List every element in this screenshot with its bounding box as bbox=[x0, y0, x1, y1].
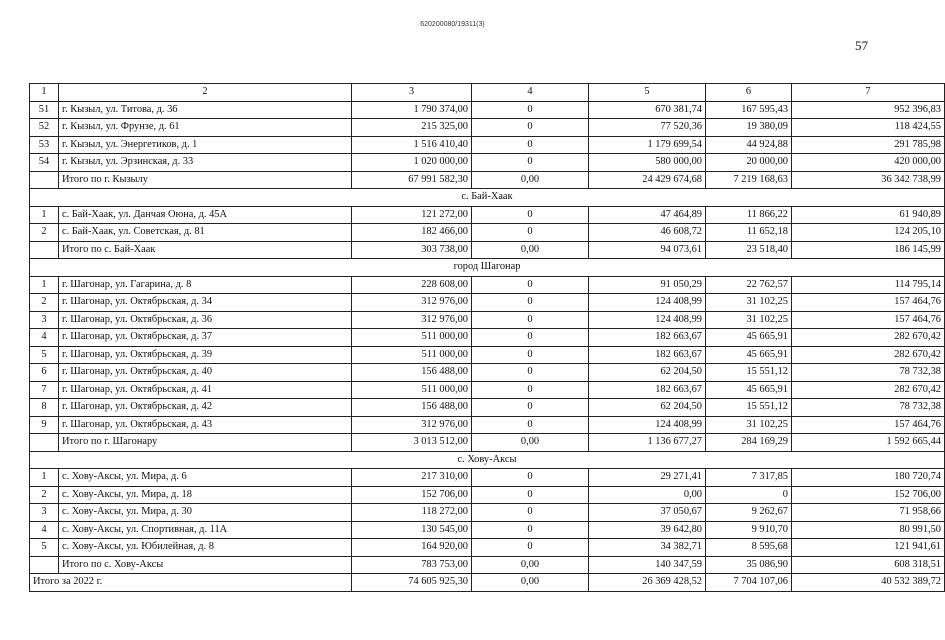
table-row bbox=[30, 276, 945, 294]
value-cell-7: 78 732,38 bbox=[792, 364, 945, 382]
row-number: 5 bbox=[30, 539, 59, 557]
address-cell: г. Шагонар, ул. Октябрьская, д. 37 bbox=[59, 329, 352, 347]
row-number: 4 bbox=[30, 329, 59, 347]
header-cell: 5 bbox=[589, 84, 706, 102]
section-title: с. Бай-Хаак bbox=[30, 189, 945, 207]
table-row bbox=[30, 364, 945, 382]
table-row bbox=[30, 119, 945, 137]
value-cell-6: 20 000,00 bbox=[706, 154, 792, 172]
value-cell-4: 0 bbox=[472, 381, 589, 399]
value-cell-4: 0 bbox=[472, 364, 589, 382]
address-cell: с. Хову-Аксы, ул. Мира, д. 30 bbox=[59, 504, 352, 522]
table-row bbox=[30, 416, 945, 434]
value-cell-3: 303 738,00 bbox=[352, 241, 472, 259]
value-cell-3: 1 020 000,00 bbox=[352, 154, 472, 172]
grand-total-label: Итого за 2022 г. bbox=[30, 574, 352, 592]
value-cell-3: 228 608,00 bbox=[352, 276, 472, 294]
value-cell-3: 217 310,00 bbox=[352, 469, 472, 487]
row-number: 6 bbox=[30, 364, 59, 382]
row-number: 3 bbox=[30, 311, 59, 329]
value-cell-6: 7 704 107,06 bbox=[706, 574, 792, 592]
value-cell-7: 114 795,14 bbox=[792, 276, 945, 294]
row-number bbox=[30, 556, 59, 574]
value-cell-3: 130 545,00 bbox=[352, 521, 472, 539]
row-number: 8 bbox=[30, 399, 59, 417]
value-cell-3: 1 516 410,40 bbox=[352, 136, 472, 154]
table-row bbox=[30, 539, 945, 557]
value-cell-3: 74 605 925,30 bbox=[352, 574, 472, 592]
value-cell-7: 420 000,00 bbox=[792, 154, 945, 172]
value-cell-4: 0 bbox=[472, 521, 589, 539]
value-cell-6: 11 652,18 bbox=[706, 224, 792, 242]
row-number: 1 bbox=[30, 276, 59, 294]
value-cell-4: 0,00 bbox=[472, 574, 589, 592]
table-row bbox=[30, 311, 945, 329]
value-cell-4: 0 bbox=[472, 311, 589, 329]
value-cell-7: 1 592 665,44 bbox=[792, 434, 945, 452]
header-cell: 2 bbox=[59, 84, 352, 102]
value-cell-5: 37 050,67 bbox=[589, 504, 706, 522]
value-cell-7: 78 732,38 bbox=[792, 399, 945, 417]
value-cell-6: 44 924,88 bbox=[706, 136, 792, 154]
row-number: 2 bbox=[30, 486, 59, 504]
table-row bbox=[30, 469, 945, 487]
value-cell-3: 312 976,00 bbox=[352, 311, 472, 329]
value-cell-6: 31 102,25 bbox=[706, 311, 792, 329]
value-cell-4: 0,00 bbox=[472, 241, 589, 259]
address-cell: г. Шагонар, ул. Октябрьская, д. 36 bbox=[59, 311, 352, 329]
value-cell-6: 0 bbox=[706, 486, 792, 504]
value-cell-6: 19 380,09 bbox=[706, 119, 792, 137]
value-cell-5: 47 464,89 bbox=[589, 206, 706, 224]
value-cell-4: 0,00 bbox=[472, 171, 589, 189]
value-cell-3: 215 325,00 bbox=[352, 119, 472, 137]
value-cell-5: 182 663,67 bbox=[589, 329, 706, 347]
value-cell-7: 282 670,42 bbox=[792, 329, 945, 347]
value-cell-3: 152 706,00 bbox=[352, 486, 472, 504]
address-cell: г. Шагонар, ул. Октябрьская, д. 34 bbox=[59, 294, 352, 312]
table-row bbox=[30, 556, 945, 574]
document-id: 620200080/19311(3) bbox=[420, 21, 485, 28]
value-cell-5: 34 382,71 bbox=[589, 539, 706, 557]
table-row bbox=[30, 101, 945, 119]
value-cell-7: 180 720,74 bbox=[792, 469, 945, 487]
value-cell-5: 62 204,50 bbox=[589, 364, 706, 382]
value-cell-5: 24 429 674,68 bbox=[589, 171, 706, 189]
value-cell-5: 1 179 699,54 bbox=[589, 136, 706, 154]
value-cell-7: 157 464,76 bbox=[792, 416, 945, 434]
value-cell-4: 0,00 bbox=[472, 434, 589, 452]
value-cell-7: 608 318,51 bbox=[792, 556, 945, 574]
value-cell-3: 156 488,00 bbox=[352, 364, 472, 382]
value-cell-6: 31 102,25 bbox=[706, 294, 792, 312]
value-cell-7: 124 205,10 bbox=[792, 224, 945, 242]
section-row bbox=[30, 451, 945, 469]
page-number: 57 bbox=[855, 38, 868, 53]
table-row bbox=[30, 224, 945, 242]
value-cell-6: 15 551,12 bbox=[706, 364, 792, 382]
address-cell: г. Кызыл, ул. Эрзинская, д. 33 bbox=[59, 154, 352, 172]
value-cell-5: 140 347,59 bbox=[589, 556, 706, 574]
value-cell-3: 511 000,00 bbox=[352, 381, 472, 399]
address-cell: с. Хову-Аксы, ул. Юбилейная, д. 8 bbox=[59, 539, 352, 557]
value-cell-6: 7 317,85 bbox=[706, 469, 792, 487]
value-cell-3: 121 272,00 bbox=[352, 206, 472, 224]
value-cell-7: 40 532 389,72 bbox=[792, 574, 945, 592]
row-number: 1 bbox=[30, 469, 59, 487]
value-cell-3: 783 753,00 bbox=[352, 556, 472, 574]
table-row bbox=[30, 136, 945, 154]
value-cell-7: 157 464,76 bbox=[792, 294, 945, 312]
table-row bbox=[30, 434, 945, 452]
value-cell-5: 1 136 677,27 bbox=[589, 434, 706, 452]
row-number: 4 bbox=[30, 521, 59, 539]
value-cell-4: 0 bbox=[472, 504, 589, 522]
value-cell-4: 0 bbox=[472, 346, 589, 364]
data-table bbox=[29, 83, 945, 592]
value-cell-4: 0 bbox=[472, 119, 589, 137]
address-cell: Итого по с. Бай-Хаак bbox=[59, 241, 352, 259]
table-row bbox=[30, 241, 945, 259]
value-cell-5: 29 271,41 bbox=[589, 469, 706, 487]
row-number: 3 bbox=[30, 504, 59, 522]
value-cell-5: 26 369 428,52 bbox=[589, 574, 706, 592]
table-row bbox=[30, 294, 945, 312]
section-row bbox=[30, 189, 945, 207]
section-title: с. Хову-Аксы bbox=[30, 451, 945, 469]
value-cell-6: 11 866,22 bbox=[706, 206, 792, 224]
value-cell-4: 0,00 bbox=[472, 556, 589, 574]
value-cell-5: 182 663,67 bbox=[589, 381, 706, 399]
value-cell-7: 121 941,61 bbox=[792, 539, 945, 557]
value-cell-4: 0 bbox=[472, 469, 589, 487]
row-number: 5 bbox=[30, 346, 59, 364]
value-cell-3: 511 000,00 bbox=[352, 329, 472, 347]
value-cell-3: 164 920,00 bbox=[352, 539, 472, 557]
value-cell-7: 80 991,50 bbox=[792, 521, 945, 539]
address-cell: с. Хову-Аксы, ул. Мира, д. 6 bbox=[59, 469, 352, 487]
address-cell: с. Бай-Хаак, ул. Советская, д. 81 bbox=[59, 224, 352, 242]
value-cell-5: 124 408,99 bbox=[589, 294, 706, 312]
row-number bbox=[30, 171, 59, 189]
value-cell-6: 167 595,43 bbox=[706, 101, 792, 119]
value-cell-3: 118 272,00 bbox=[352, 504, 472, 522]
row-number bbox=[30, 434, 59, 452]
value-cell-5: 91 050,29 bbox=[589, 276, 706, 294]
value-cell-6: 45 665,91 bbox=[706, 381, 792, 399]
row-number: 2 bbox=[30, 294, 59, 312]
value-cell-6: 35 086,90 bbox=[706, 556, 792, 574]
table-row bbox=[30, 346, 945, 364]
value-cell-5: 124 408,99 bbox=[589, 311, 706, 329]
row-number: 2 bbox=[30, 224, 59, 242]
value-cell-4: 0 bbox=[472, 329, 589, 347]
value-cell-4: 0 bbox=[472, 136, 589, 154]
row-number: 51 bbox=[30, 101, 59, 119]
address-cell: г. Кызыл, ул. Титова, д. 36 bbox=[59, 101, 352, 119]
value-cell-7: 157 464,76 bbox=[792, 311, 945, 329]
row-number: 52 bbox=[30, 119, 59, 137]
value-cell-7: 952 396,83 bbox=[792, 101, 945, 119]
value-cell-7: 61 940,89 bbox=[792, 206, 945, 224]
value-cell-7: 186 145,99 bbox=[792, 241, 945, 259]
table-row bbox=[30, 154, 945, 172]
address-cell: с. Хову-Аксы, ул. Спортивная, д. 11А bbox=[59, 521, 352, 539]
value-cell-6: 23 518,40 bbox=[706, 241, 792, 259]
value-cell-6: 8 595,68 bbox=[706, 539, 792, 557]
address-cell: Итого по г. Кызылу bbox=[59, 171, 352, 189]
row-number: 9 bbox=[30, 416, 59, 434]
value-cell-4: 0 bbox=[472, 206, 589, 224]
header-cell: 4 bbox=[472, 84, 589, 102]
value-cell-4: 0 bbox=[472, 224, 589, 242]
value-cell-7: 291 785,98 bbox=[792, 136, 945, 154]
row-number bbox=[30, 241, 59, 259]
value-cell-6: 9 262,67 bbox=[706, 504, 792, 522]
value-cell-5: 182 663,67 bbox=[589, 346, 706, 364]
value-cell-3: 67 991 582,30 bbox=[352, 171, 472, 189]
address-cell: с. Бай-Хаак, ул. Данчая Оюна, д. 45А bbox=[59, 206, 352, 224]
value-cell-7: 152 706,00 bbox=[792, 486, 945, 504]
value-cell-4: 0 bbox=[472, 399, 589, 417]
address-cell: Итого по с. Хову-Аксы bbox=[59, 556, 352, 574]
value-cell-7: 118 424,55 bbox=[792, 119, 945, 137]
table-row bbox=[30, 486, 945, 504]
section-title: город Шагонар bbox=[30, 259, 945, 277]
value-cell-4: 0 bbox=[472, 486, 589, 504]
table-row bbox=[30, 504, 945, 522]
value-cell-6: 45 665,91 bbox=[706, 346, 792, 364]
value-cell-3: 3 013 512,00 bbox=[352, 434, 472, 452]
value-cell-7: 282 670,42 bbox=[792, 346, 945, 364]
value-cell-6: 45 665,91 bbox=[706, 329, 792, 347]
value-cell-3: 312 976,00 bbox=[352, 416, 472, 434]
value-cell-4: 0 bbox=[472, 101, 589, 119]
address-cell: с. Хову-Аксы, ул. Мира, д. 18 bbox=[59, 486, 352, 504]
value-cell-6: 22 762,57 bbox=[706, 276, 792, 294]
value-cell-7: 71 958,66 bbox=[792, 504, 945, 522]
value-cell-5: 670 381,74 bbox=[589, 101, 706, 119]
address-cell: г. Кызыл, ул. Фрунзе, д. 61 bbox=[59, 119, 352, 137]
header-row bbox=[30, 84, 945, 102]
value-cell-3: 1 790 374,00 bbox=[352, 101, 472, 119]
value-cell-6: 15 551,12 bbox=[706, 399, 792, 417]
value-cell-7: 282 670,42 bbox=[792, 381, 945, 399]
table-row bbox=[30, 171, 945, 189]
value-cell-3: 511 000,00 bbox=[352, 346, 472, 364]
value-cell-4: 0 bbox=[472, 539, 589, 557]
address-cell: г. Шагонар, ул. Октябрьская, д. 40 bbox=[59, 364, 352, 382]
address-cell: г. Шагонар, ул. Октябрьская, д. 41 bbox=[59, 381, 352, 399]
value-cell-5: 39 642,80 bbox=[589, 521, 706, 539]
row-number: 1 bbox=[30, 206, 59, 224]
address-cell: г. Шагонар, ул. Октябрьская, д. 39 bbox=[59, 346, 352, 364]
value-cell-5: 77 520,36 bbox=[589, 119, 706, 137]
value-cell-4: 0 bbox=[472, 294, 589, 312]
value-cell-4: 0 bbox=[472, 154, 589, 172]
value-cell-6: 7 219 168,63 bbox=[706, 171, 792, 189]
address-cell: г. Шагонар, ул. Октябрьская, д. 42 bbox=[59, 399, 352, 417]
value-cell-7: 36 342 738,99 bbox=[792, 171, 945, 189]
header-cell: 3 bbox=[352, 84, 472, 102]
value-cell-5: 0,00 bbox=[589, 486, 706, 504]
value-cell-4: 0 bbox=[472, 416, 589, 434]
value-cell-5: 580 000,00 bbox=[589, 154, 706, 172]
row-number: 53 bbox=[30, 136, 59, 154]
table-row bbox=[30, 399, 945, 417]
address-cell: г. Шагонар, ул. Октябрьская, д. 43 bbox=[59, 416, 352, 434]
row-number: 54 bbox=[30, 154, 59, 172]
value-cell-6: 9 910,70 bbox=[706, 521, 792, 539]
value-cell-3: 312 976,00 bbox=[352, 294, 472, 312]
address-cell: г. Кызыл, ул. Энергетиков, д. 1 bbox=[59, 136, 352, 154]
value-cell-5: 46 608,72 bbox=[589, 224, 706, 242]
value-cell-6: 31 102,25 bbox=[706, 416, 792, 434]
table-row bbox=[30, 206, 945, 224]
section-row bbox=[30, 259, 945, 277]
value-cell-3: 156 488,00 bbox=[352, 399, 472, 417]
table-row bbox=[30, 329, 945, 347]
value-cell-5: 94 073,61 bbox=[589, 241, 706, 259]
address-cell: Итого по г. Шагонару bbox=[59, 434, 352, 452]
value-cell-5: 124 408,99 bbox=[589, 416, 706, 434]
row-number: 7 bbox=[30, 381, 59, 399]
value-cell-3: 182 466,00 bbox=[352, 224, 472, 242]
value-cell-5: 62 204,50 bbox=[589, 399, 706, 417]
address-cell: г. Шагонар, ул. Гагарина, д. 8 bbox=[59, 276, 352, 294]
value-cell-6: 284 169,29 bbox=[706, 434, 792, 452]
table-row bbox=[30, 521, 945, 539]
header-cell: 7 bbox=[792, 84, 945, 102]
header-cell: 6 bbox=[706, 84, 792, 102]
header-cell: 1 bbox=[30, 84, 59, 102]
value-cell-4: 0 bbox=[472, 276, 589, 294]
grand-total-row bbox=[30, 574, 945, 592]
table-row bbox=[30, 381, 945, 399]
